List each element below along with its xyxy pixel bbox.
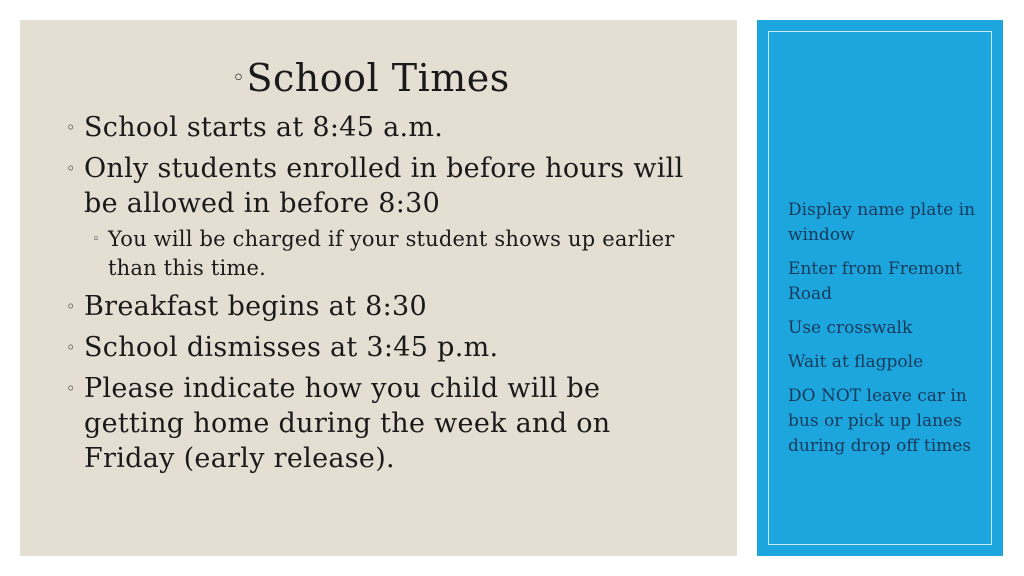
title-text: School Times <box>246 56 510 100</box>
sub-bullet-text: You will be charged if your student shows up earlier than this time. <box>108 227 675 280</box>
main-bullet-list <box>66 110 686 482</box>
title-bullet-icon: ◦ <box>232 66 246 91</box>
sidebar-item: Use crosswalk <box>788 318 913 338</box>
list-item <box>66 289 686 324</box>
list-item <box>66 151 686 283</box>
bullet-text: Please indicate how you child will be getting home during the week and on Friday (early release). <box>84 373 611 474</box>
sub-bullet-icon: ◦ <box>92 232 100 247</box>
slide-title <box>232 56 510 100</box>
sub-list-item <box>84 225 686 283</box>
bullet-icon: ◦ <box>66 297 76 316</box>
bullet-text: Only students enrolled in before hours will be allowed in before 8:30 <box>84 153 684 219</box>
list-item <box>66 330 686 365</box>
bullet-icon: ◦ <box>66 159 76 178</box>
bullet-icon: ◦ <box>66 118 76 137</box>
sidebar-item: Wait at flagpole <box>788 352 924 372</box>
bullet-text: School starts at 8:45 a.m. <box>84 112 444 143</box>
bullet-text: School dismisses at 3:45 p.m. <box>84 332 499 363</box>
list-item <box>66 110 686 145</box>
sidebar-item: DO NOT leave car in bus or pick up lanes during drop off times <box>788 386 972 456</box>
list-item <box>66 371 686 476</box>
bullet-icon: ◦ <box>66 379 76 398</box>
sidebar-list <box>788 198 988 468</box>
sub-bullet-list <box>84 225 686 283</box>
sidebar-item: Enter from Fremont Road <box>788 259 963 304</box>
bullet-icon: ◦ <box>66 338 76 357</box>
sidebar-item: Display name plate in window <box>788 200 976 245</box>
bullet-text: Breakfast begins at 8:30 <box>84 291 427 322</box>
